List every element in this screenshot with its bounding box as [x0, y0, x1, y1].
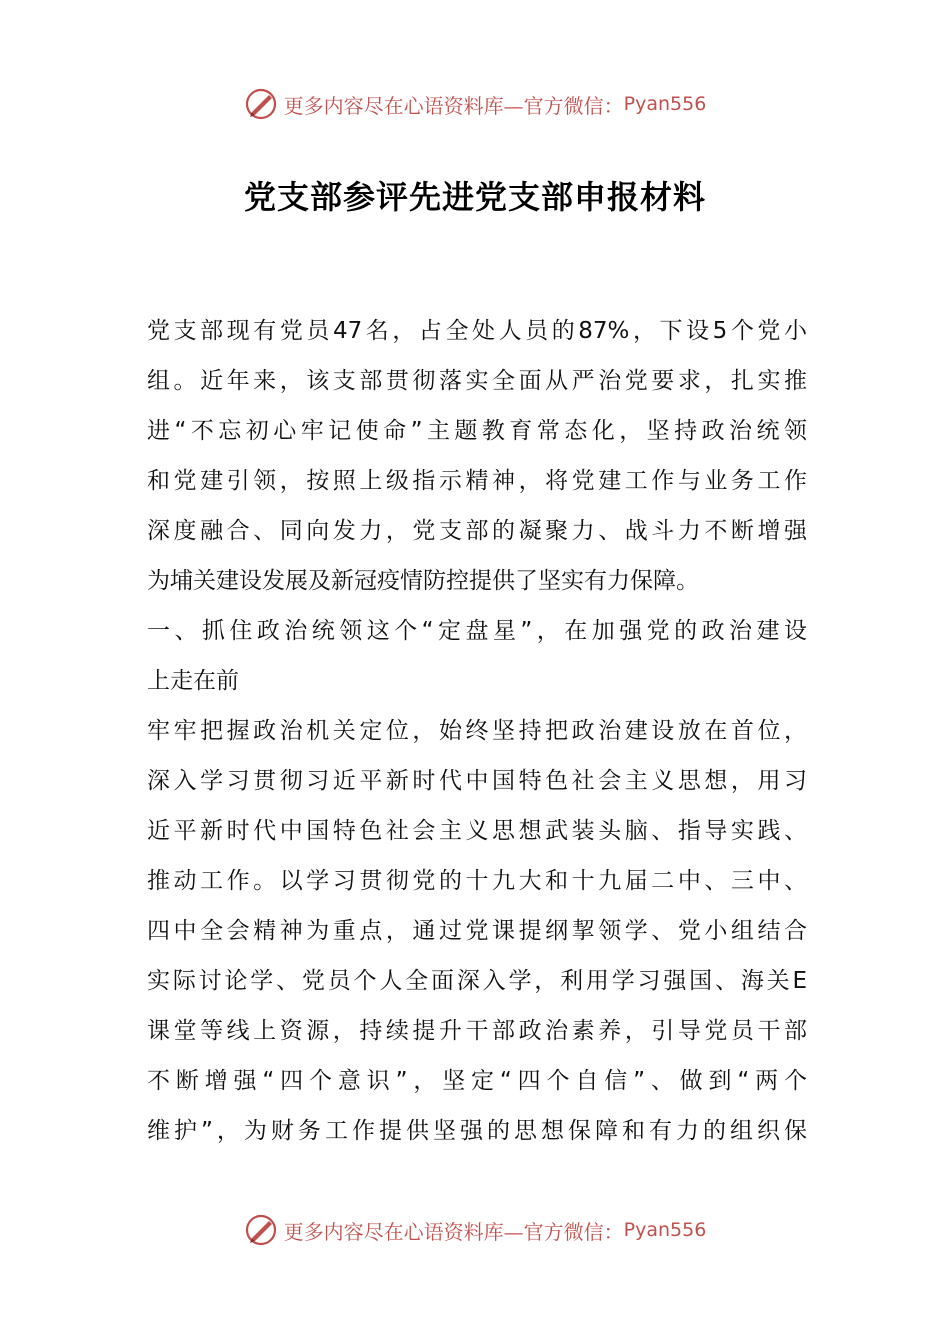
body-line: 四中全会精神为重点，通过党课提纲挈领学、党小组结合 [147, 918, 807, 944]
section-heading-line: 一、抓住政治统领这个“定盘星”，在加强党的政治建设 [147, 618, 807, 644]
body-line: 进“不忘初心牢记使命”主题教育常态化，坚持政治统领 [147, 418, 807, 444]
header-banner [0, 84, 950, 124]
section-heading-line: 上走在前 [147, 668, 239, 694]
document-title: 党支部参评先进党支部申报材料 [243, 178, 706, 216]
footer-banner-wechat-id: Pyan556 [623, 1219, 707, 1241]
footer-banner [0, 1210, 950, 1250]
body-line: 不断增强“四个意识”，坚定“四个自信”、做到“两个 [147, 1068, 807, 1094]
pen-logo-icon [244, 1213, 278, 1247]
body-line: 组。近年来，该支部贯彻落实全面从严治党要求，扎实推 [147, 368, 807, 394]
header-banner-wechat-id: Pyan556 [623, 93, 707, 115]
body-line: 课堂等线上资源，持续提升干部政治素养，引导党员干部 [147, 1018, 807, 1044]
body-line: 维护”，为财务工作提供坚强的思想保障和有力的组织保 [147, 1118, 807, 1144]
footer-banner-text: 更多内容尽在心语资料库—官方微信： [283, 1219, 624, 1244]
document-body [147, 306, 807, 1156]
body-line: 深度融合、同向发力，党支部的凝聚力、战斗力不断增强 [147, 518, 807, 544]
body-line: 近平新时代中国特色社会主义思想武装头脑、指导实践、 [147, 818, 807, 844]
pen-logo-icon [244, 87, 278, 121]
body-line: 为埔关建设发展及新冠疫情防控提供了坚实有力保障。 [147, 568, 699, 594]
body-line: 推动工作。以学习贯彻党的十九大和十九届二中、三中、 [147, 868, 807, 894]
body-line: 牢牢把握政治机关定位，始终坚持把政治建设放在首位， [147, 718, 807, 744]
body-line: 实际讨论学、党员个人全面深入学，利用学习强国、海关E [147, 968, 807, 994]
body-line: 和党建引领，按照上级指示精神，将党建工作与业务工作 [147, 468, 807, 494]
body-line: 深入学习贯彻习近平新时代中国特色社会主义思想，用习 [147, 768, 807, 794]
header-banner-text: 更多内容尽在心语资料库—官方微信： [283, 93, 624, 118]
body-line: 党支部现有党员47名，占全处人员的87%，下设5个党小 [147, 318, 807, 344]
